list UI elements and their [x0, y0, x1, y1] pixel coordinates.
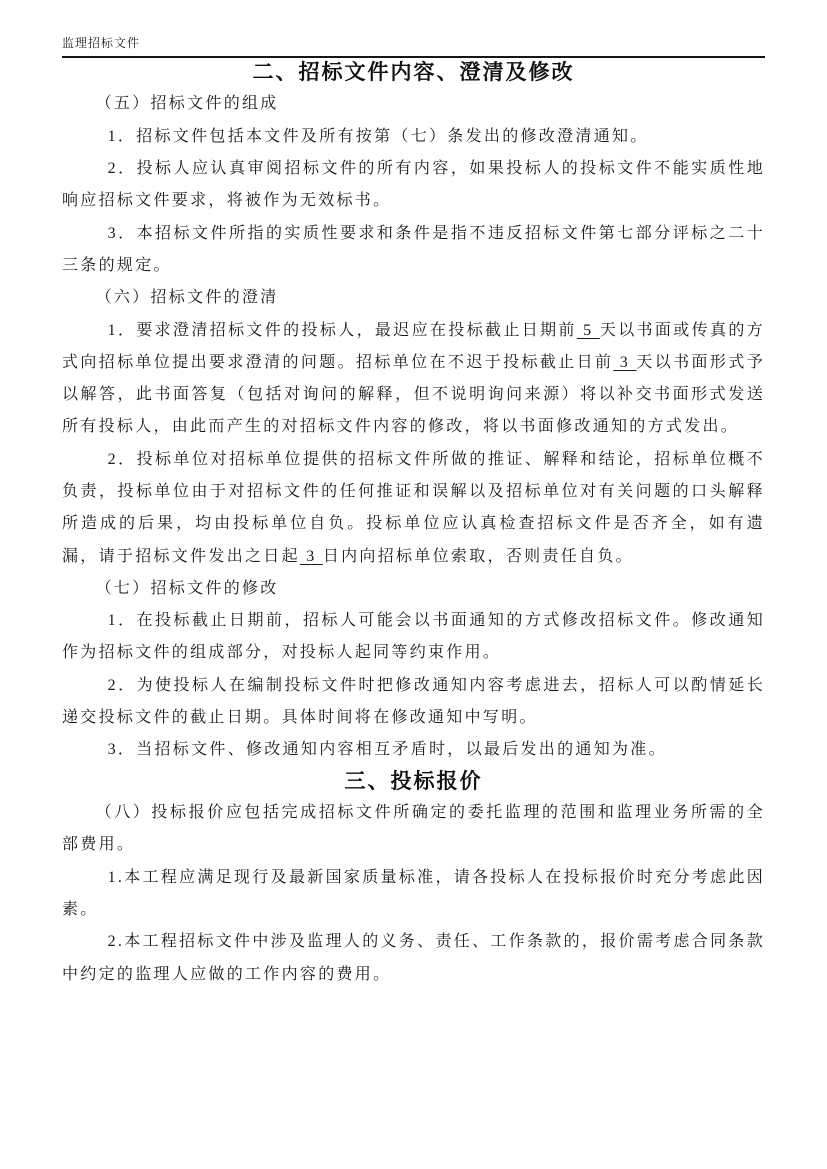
paragraph [62, 444, 765, 573]
text-run: 1．要求澄清招标文件的投标人，最迟应在投标截止日期前 [107, 321, 577, 339]
paragraph [62, 797, 765, 862]
text-run: 1．在投标截止日期前，招标人可能会以书面通知的方式修改招标文件。修改通知作为招标文件的组成部分，对投标人起同等约束作用。 [62, 612, 765, 662]
text-run: 2．投标单位对招标单位提供的招标文件所做的推证、解释和结论，招标单位概不负责，投标单位由于对招标文件的任何推证和误解以及招标单位对有关问题的口头解释所造成的后果，均由投标单位自负。投标单位应认真检查招标文件是否齐全，如有遗漏，请于招标文件发出之日起 [62, 450, 765, 565]
paragraph [62, 88, 765, 120]
text-run: （五）招标文件的组成 [95, 95, 279, 113]
paragraph [62, 121, 765, 153]
text-run: （六）招标文件的澄清 [95, 289, 279, 307]
paragraph [62, 734, 765, 766]
page-header [62, 34, 765, 58]
section-title: 二、招标文件内容、澄清及修改 [252, 61, 575, 84]
paragraph [62, 315, 765, 444]
paragraph [62, 573, 765, 605]
text-run: 2．投标人应认真审阅招标文件的所有内容，如果投标人的投标文件不能实质性地响应招标文件要求，将被作为无效标书。 [62, 160, 765, 210]
paragraph [62, 282, 765, 314]
text-run: （八）投标报价应包括完成招标文件所确定的委托监理的范围和监理业务所需的全部费用。 [62, 804, 765, 854]
paragraph [62, 605, 765, 670]
text-run: 天以书面或传真的方式向招标单位提出要求澄清的问题。招标单位在不迟于投标截止日前 [62, 321, 765, 371]
paragraph [62, 153, 765, 218]
underlined-text: 3 [299, 547, 323, 565]
underlined-text: 3 [613, 353, 637, 371]
text-run: 1.本工程应满足现行及最新国家质量标准，请各投标人在投标报价时充分考虑此因素。 [62, 868, 765, 918]
text-run: 日内向招标单位索取，否则责任自负。 [322, 547, 634, 565]
text-run: 天以书面形式予以解答，此书面答复（包括对询问的解释，但不说明询问来源）将以补交书面形式发送所有投标人，由此而产生的对招标文件内容的修改，将以书面修改通知的方式发出。 [62, 353, 765, 436]
paragraph [62, 862, 765, 927]
paragraph [62, 670, 765, 735]
underlined-text: 5 [576, 321, 600, 339]
header-text: 监理招标文件 [62, 36, 141, 50]
paragraph [62, 218, 765, 283]
section-title: 三、投标报价 [344, 769, 483, 793]
text-run: 1．招标文件包括本文件及所有按第（七）条发出的修改澄清通知。 [107, 127, 649, 145]
document-content [62, 58, 765, 991]
text-run: 2.本工程招标文件中涉及监理人的义务、责任、工作条款的，报价需考虑合同条款中约定的监理人应做的工作内容的费用。 [62, 933, 765, 983]
text-run: 3．当招标文件、修改通知内容相互矛盾时，以最后发出的通知为准。 [107, 741, 667, 759]
text-run: 3．本招标文件所指的实质性要求和条件是指不违反招标文件第七部分评标之二十三条的规定。 [62, 224, 765, 274]
paragraph [62, 926, 765, 991]
text-run: （七）招标文件的修改 [95, 579, 279, 597]
text-run: 2．为使投标人在编制投标文件时把修改通知内容考虑进去，招标人可以酌情延长递交投标文件的截止日期。具体时间将在修改通知中写明。 [62, 676, 765, 727]
